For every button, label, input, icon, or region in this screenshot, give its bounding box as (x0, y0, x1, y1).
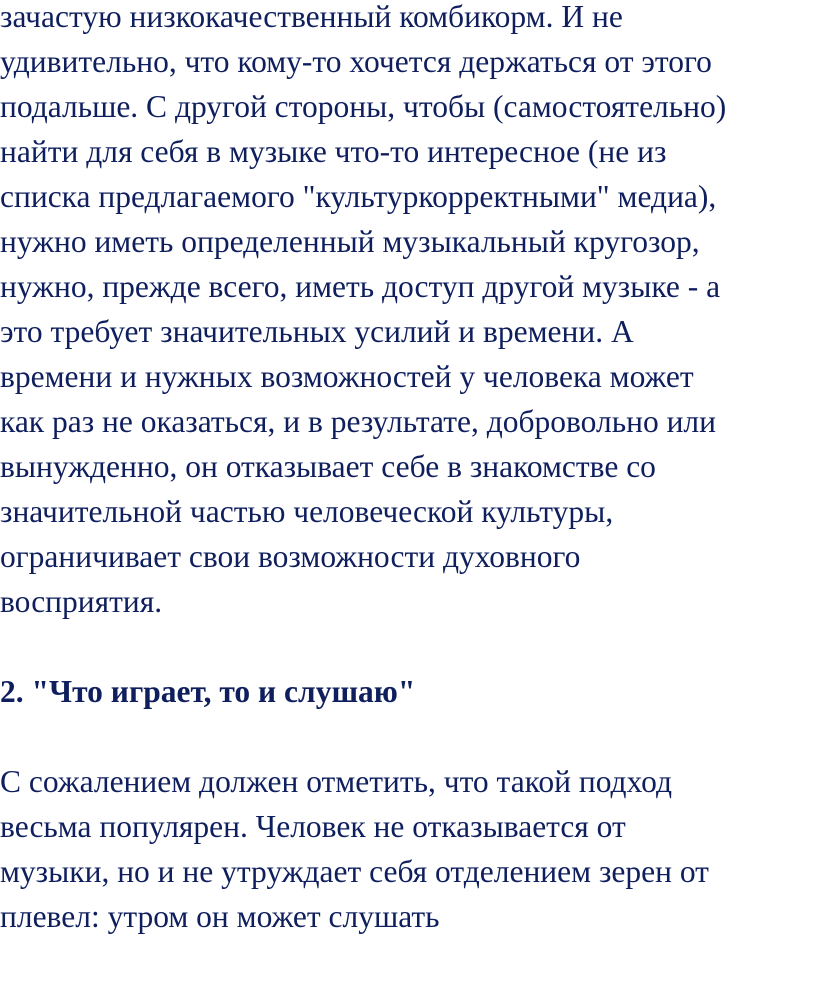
paragraph-2 (0, 759, 816, 939)
text-line: весьма популярен. Человек не отказывается от (0, 809, 626, 844)
text-line: восприятия. (0, 584, 163, 619)
text-line: ограничивает свои возможности духовного (0, 539, 581, 574)
text-line: плевел: утром он может слушать (0, 899, 440, 934)
text-line: значительной частью человеческой культуры, (0, 494, 614, 529)
paragraph-spacer (0, 624, 816, 669)
text-line: как раз не оказаться, и в результате, добровольно или (0, 404, 717, 439)
text-line: зачастую низкокачественный комбикорм. И не (0, 0, 623, 34)
text-line: удивительно, что кому-то хочется держаться от этого (0, 44, 712, 79)
text-line: вынужденно, он отказывает себе в знакомстве со (0, 449, 656, 484)
text-line: нужно, прежде всего, иметь доступ другой музыке - а (0, 269, 721, 304)
text-line: подальше. С другой стороны, чтобы (самостоятельно) (0, 89, 727, 124)
text-line: нужно иметь определенный музыкальный кругозор, (0, 224, 700, 259)
text-line: времени и нужных возможностей у человека может (0, 359, 694, 394)
text-line: найти для себя в музыке что-то интересное (не из (0, 134, 667, 169)
text-line: музыки, но и не утруждает себя отделением зерен от (0, 854, 709, 889)
text-line: С сожалением должен отметить, что такой подход (0, 764, 673, 799)
text-line: это требует значительных усилий и времени. А (0, 314, 634, 349)
paragraph-spacer (0, 714, 816, 759)
section-heading: 2. "Что играет, то и слушаю" (0, 674, 416, 709)
text-line: списка предлагаемого "культуркорректными" медиа), (0, 179, 717, 214)
